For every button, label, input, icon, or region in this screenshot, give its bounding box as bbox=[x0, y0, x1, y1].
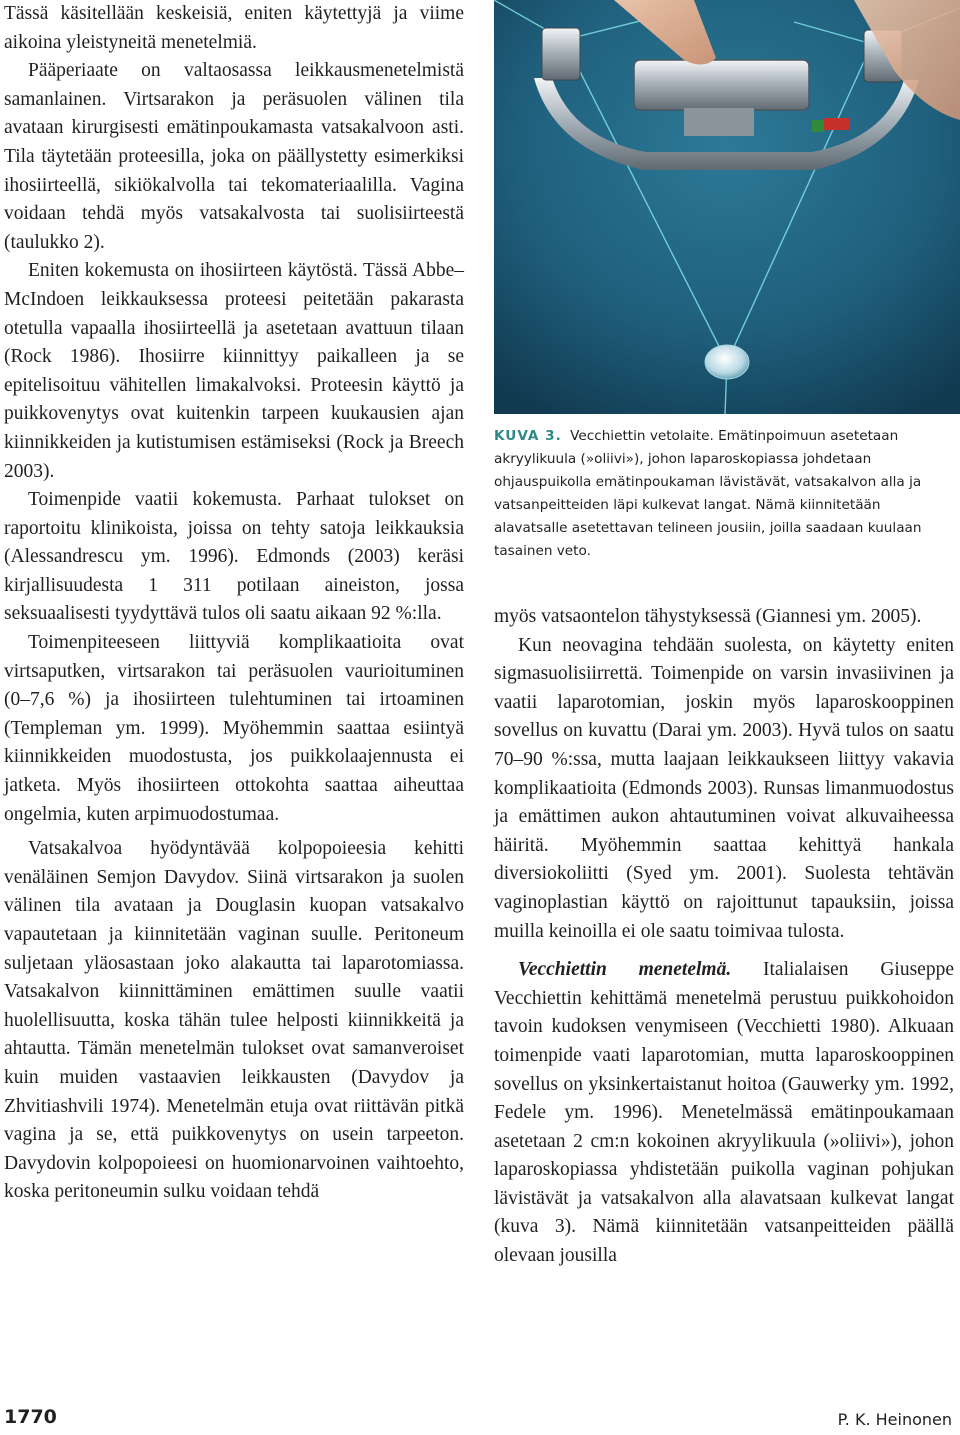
running-author: P. K. Heinonen bbox=[837, 1410, 952, 1429]
figure-caption-text: Vecchiettin vetolaite. Emätinpoimuun asetetaan akryylikuula (»oliivi»), johon laparoskopiassa johdetaan ohjauspuikolla emätinpoukaman lävistävät, vatsakalvon alla ja vatsanpeitteiden läpi kulkevat langat. Nämä kiinnitetään alavatsalle asetettavan telineen jousiin, joilla saadaan kuulaan tasainen veto. bbox=[494, 428, 922, 559]
paragraph-continuation: myös vatsaontelon tähystyksessä (Giannesi ym. 2005). bbox=[494, 606, 922, 627]
vecchietti-device-illustration bbox=[494, 0, 960, 414]
paragraph-skin-graft: Eniten kokemusta on ihosiirteen käytöstä. Tässä Abbe–McIndoen leikkauksessa proteesi peitetään pakarasta otetulla vapaalla ihosiirteellä ja asetetaan avattuun tilaan (Rock 1986). Ihosiirre kiinnittyy paikalleen ja se epitelisoituu vähitellen limakalvoksi. Proteesin käyttö ja puikkovenytys ovat kuitenkin tarpeen kuukausien ajan kiinnikkeiden ja kutistumisen estämiseksi (Rock ja Breech 2003). bbox=[4, 260, 464, 482]
paragraph-intro: Tässä käsitellään keskeisiä, eniten käytettyjä ja viime aikoina yleistyneitä menetelmiä. bbox=[4, 3, 464, 53]
left-text-column bbox=[4, 0, 464, 1207]
acrylic-olive bbox=[705, 345, 749, 379]
paragraph-experience: Toimenpide vaatii kokemusta. Parhaat tulokset on raportoitu klinikoista, joissa on tehty satoja leikkauksia (Alessandrescu ym. 1996). Edmonds (2003) keräsi kirjallisuudesta 1 311 potilaan aineiston, jossa seksuaalisesti tyydyttävä tulos oli saatu aikaan 92 %:lla. bbox=[4, 489, 464, 625]
section-run-in-heading: Vecchiettin menetelmä. bbox=[518, 959, 732, 981]
paragraph-vecchietti bbox=[494, 956, 954, 1271]
red-marker bbox=[824, 118, 850, 130]
paragraph-davydov: Vatsakalvoa hyödyntävää kolpopoieesia kehitti venäläinen Semjon Davydov. Siinä virtsarakon ja suolen välinen tila avataan ja Douglasin kuopan vatsakalvo vapautetaan ja kiinnitetään vaginan suulle. Peritoneum suljetaan yläosastaan joko alakautta tai laparotomiassa. Vatsakalvon kiinnittäminen emättimen suulle vaatii huolellisuutta, koska tähän tulee helposti kiinnikkeitä ja ahtautta. Tämän menetelmän tulokset ovat samanveroiset kuin muiden vastaavien leikkausten (Davydov ja Zhvitiashvili 1974). Menetelmän etuja ovat riittävän pitkä vagina ja se, että puikkovenytys on usein tarpeeton. Davydovin kolpopoieesi on huomionarvoinen vaihtoehto, koska peritoneumin sulku voidaan tehdä bbox=[4, 838, 464, 1203]
paragraph-sigmoid: Kun neovagina tehdään suolesta, on käytetty eniten sigmasuolisiirrettä. Toimenpide on varsin invasiivinen ja vaatii laparotomian, joskin myös laparoskooppinen sovellus on kuvattu (Darai ym. 2003). Hyvä tulos on saatu 70–90 %:ssa, mutta laajaan leikkaukseen liittyy vakavia komplikaatioita (Edmonds 2003). Runsas limanmuodostus ja emättimen aukon ahtautuminen voivat alkuvaiheessa häiritä. Myöhemmin saattaa kehittyä hankala diversiokoliitti (Syed ym. 2001). Suolesta tehtävän vaginoplastian käyttö on rajoittunut tapauksiin, joissa muilla keinoilla ei ole saatu toimivaa tulosta. bbox=[494, 634, 954, 942]
green-marker bbox=[812, 120, 824, 132]
paragraph-vecchietti-body: Italialaisen Giuseppe Vecchiettin kehittämä menetelmä perustuu puikkohoidon tavoin kudoksen venymiseen (Vecchietti 1980). Alkuaan toimenpide vaati laparotomian, mutta laparoskooppinen sovellus on yksinkertaistanut hoitoa (Gauwerky ym. 1992, Fedele ym. 1996). Menetelmässä emätinpoukamaan asetetaan 2 cm:n kokoinen akryylikuula (»oliivi»), johon laparoskopiassa yhdistetään puikolla vaginan pohjukan lävistävät ja vatsakalvon alla alavatsaan kulkevat langat (kuva 3). Nämä kiinnitetään vatsanpeitteiden päällä olevaan jousilla bbox=[494, 959, 954, 1267]
right-text-column bbox=[494, 603, 954, 1271]
device-clamp bbox=[684, 108, 754, 136]
figure-caption bbox=[494, 425, 956, 563]
paragraph-principle: Pääperiaate on valtaosassa leikkausmenetelmistä samanlainen. Virtsarakon ja peräsuolen välinen tila avataan kirurgisesti emätinpoukamasta vatsakalvoon asti. Tila täytetään proteesilla, joka on päällystetty esimerkiksi ihosiirteellä, sikiökalvolla tai tekomateriaalilla. Vagina voidaan tehdä myös vatsakalvosta tai suolisiirteestä (taulukko 2). bbox=[4, 60, 464, 253]
figure-photo bbox=[494, 0, 960, 414]
left-spring-housing bbox=[542, 28, 580, 80]
figure-label: KUVA 3. bbox=[494, 428, 562, 444]
device-bar bbox=[634, 60, 809, 110]
page-number: 1770 bbox=[4, 1406, 57, 1428]
paragraph-complications: Toimenpiteeseen liittyviä komplikaatioita ovat virtsaputken, virtsarakon tai peräsuolen vaurioituminen (0–7,6 %) ja ihosiirteen tulehtuminen tai irtoaminen (Templeman ym. 1999). Myöhemmin saattaa esiintyä kiinnikkeiden muodostusta, jos puikkolaajennusta ei jatketa. Myös ihosiirteen ottokohta saattaa aiheuttaa ongelmia, kuten arpimuodostumaa. bbox=[4, 632, 464, 825]
